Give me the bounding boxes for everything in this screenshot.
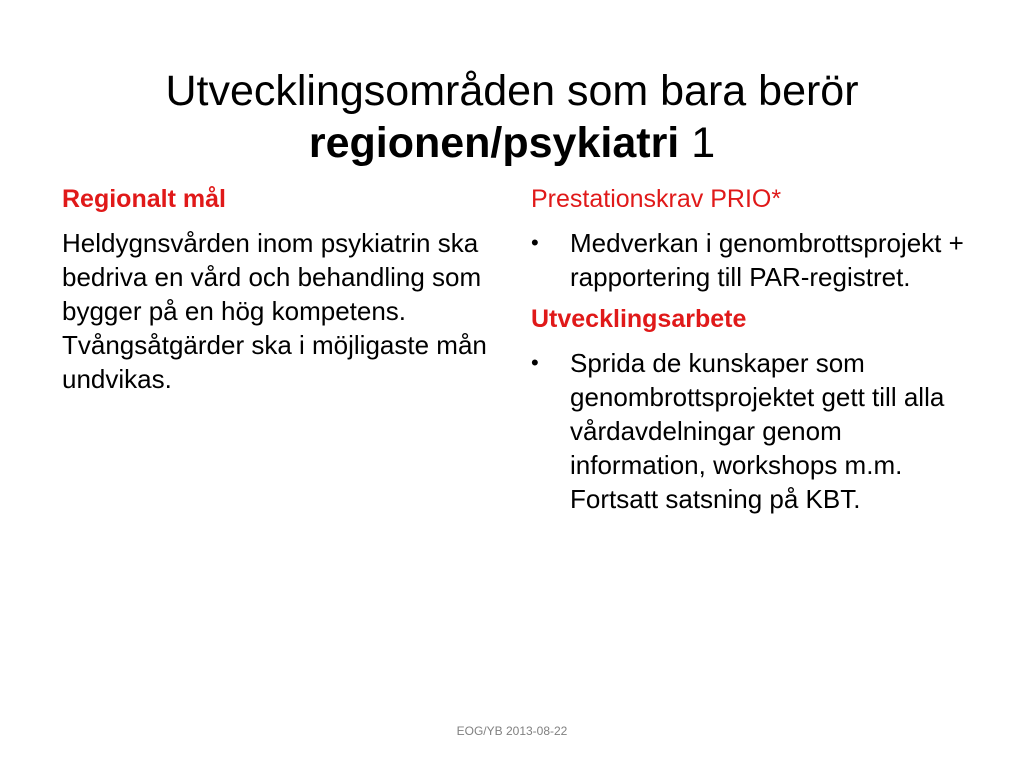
footer-text: EOG/YB 2013-08-22 — [456, 724, 568, 738]
bullet-icon: • — [531, 350, 539, 375]
list-item-text: Sprida de kunskaper som genombrottsprojektet gett till alla vårdavdelningar genom information, workshops m.m. Fortsatt satsning på KBT. — [570, 348, 945, 514]
left-heading: Regionalt mål — [62, 185, 226, 213]
bullet-list-utvecklingsarbete — [531, 346, 971, 516]
list-item-text: Medverkan i genombrottsprojekt + rapportering till PAR-registret. — [570, 228, 964, 292]
bullet-icon: • — [531, 230, 539, 255]
right-heading-prestationskrav: Prestationskrav PRIO* — [531, 185, 782, 213]
slide-title — [60, 65, 964, 169]
left-column — [62, 182, 492, 396]
list-item — [531, 346, 971, 516]
title-line1: Utvecklingsområden som bara berör — [165, 66, 859, 115]
title-bold-part: regionen/psykiatri — [308, 118, 680, 167]
right-heading-utvecklingsarbete: Utvecklingsarbete — [531, 305, 747, 333]
title-suffix: 1 — [679, 118, 716, 167]
left-body-text: Heldygnsvården inom psykiatrin ska bedriva en vård och behandling som bygger på en hög kompetens. Tvångsåtgärder ska i möjligaste mån undvikas. — [62, 228, 487, 394]
bullet-list-prestationskrav — [531, 226, 971, 294]
list-item — [531, 226, 971, 294]
right-column — [531, 182, 971, 524]
